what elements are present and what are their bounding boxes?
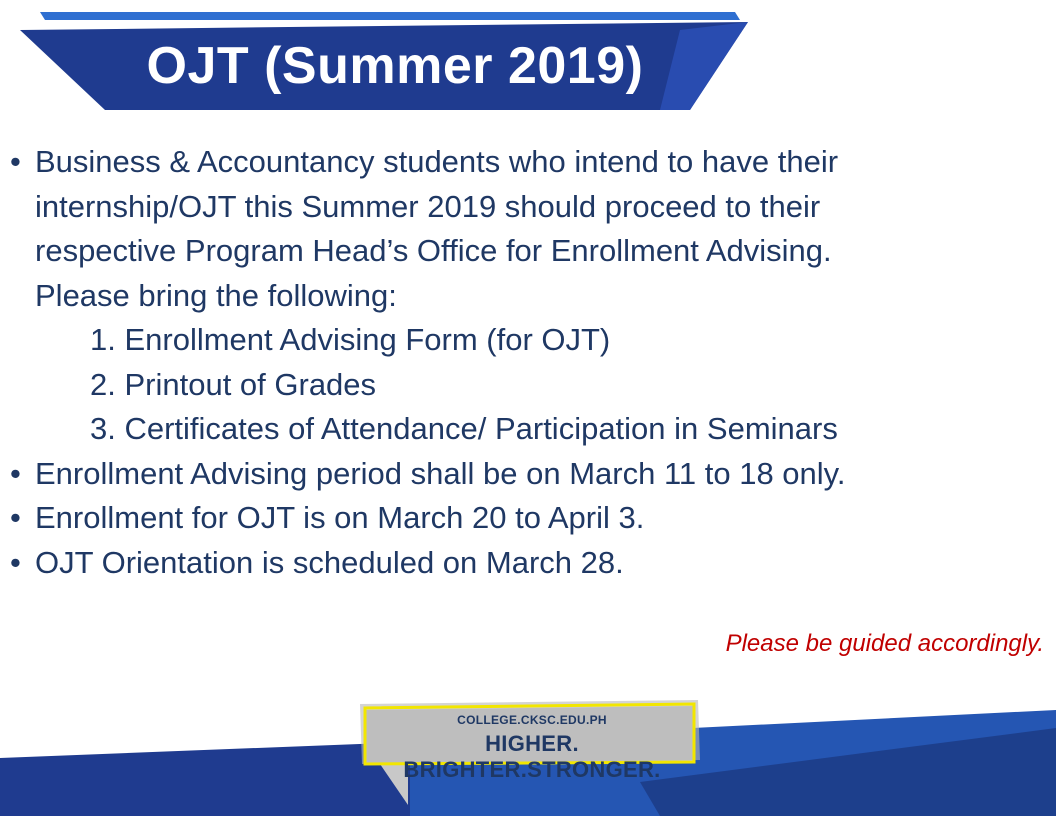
bullet-text-line: internship/OJT this Summer 2019 should proceed to their xyxy=(35,188,821,224)
sub-list-item: 3. Certificates of Attendance/ Participation in Seminars xyxy=(90,411,838,446)
bullet-text-line: respective Program Head’s Office for Enrollment Advising. xyxy=(35,233,832,268)
bullet-item-2: • Enrollment Advising period shall be on March 11 to 18 only. xyxy=(10,452,1050,497)
slide-content xyxy=(10,140,1050,585)
bullet-item-3: • Enrollment for OJT is on March 20 to April 3. xyxy=(10,496,1050,541)
bullet-text-line: Please bring the following: xyxy=(35,277,397,313)
sub-list-item: 1. Enrollment Advising Form (for OJT) xyxy=(90,322,611,357)
bullet-item-4: • OJT Orientation is scheduled on March 28. xyxy=(10,541,1050,586)
guidance-note: Please be guided accordingly. xyxy=(725,630,1044,657)
sub-list-item: 2. Printout of Grades xyxy=(90,366,377,402)
slide-title: OJT (Summer 2019) xyxy=(146,37,644,95)
bullet-text-line: • Business & Accountancy students who intend to have their xyxy=(35,144,839,179)
badge-url: COLLEGE.CKSC.EDU.PH xyxy=(457,713,607,727)
bullet-item-1 xyxy=(10,140,1050,452)
badge-tagline: HIGHER. BRIGHTER.STRONGER. xyxy=(403,731,661,782)
